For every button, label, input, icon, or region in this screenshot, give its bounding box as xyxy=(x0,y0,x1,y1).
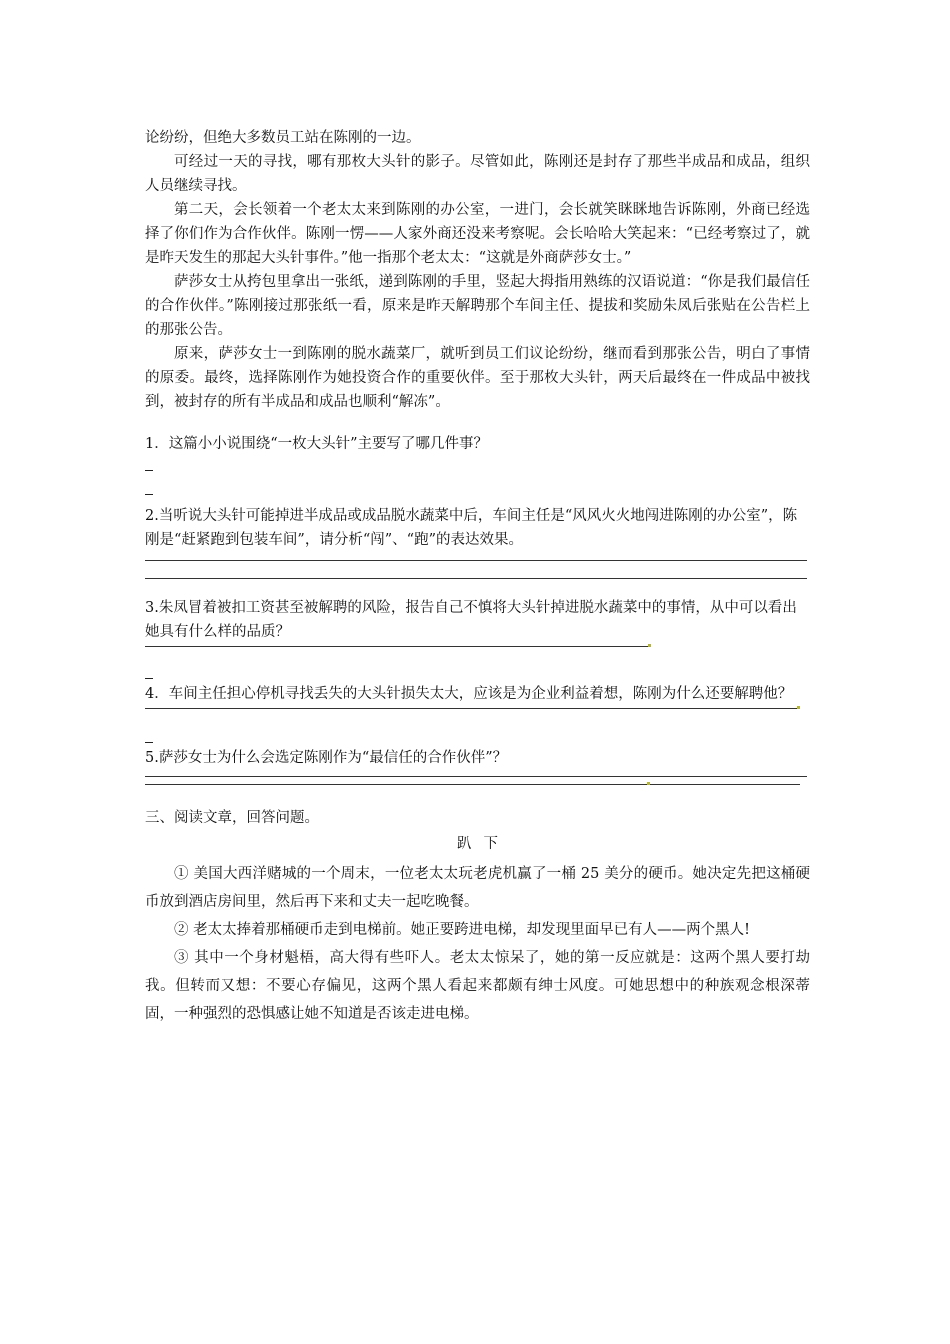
question-5: 5.萨莎女士为什么会选定陈刚作为“最信任的合作伙伴”？ xyxy=(145,750,508,766)
question-4: 4．车间主任担心停机寻找丢失的大头针损失太大，应该是为企业利益着想，陈刚为什么还要解聘他？ xyxy=(145,686,793,702)
story-paragraph-4: 萨莎女士从挎包里拿出一张纸，递到陈刚的手里，竖起大拇指用熟练的汉语说道：“你是我们最信任的合作伙伴。”陈刚接过那张纸一看，原来是昨天解聘那个车间主任、提拔和奖励朱凤后张贴在公告栏上的那张公告。 xyxy=(145,274,810,338)
answer-line-5[interactable] xyxy=(145,770,810,794)
article-paragraph-3: ③ 其中一个身材魁梧，高大得有些吓人。老太太惊呆了，她的第一反应就是：这两个黑人要打劫我。但转而又想：不要心存偏见，这两个黑人看起来都颇有绅士风度。可她思想中的种族观念根深蒂固，一种强烈的恐惧感让她不知道是否该走进电梯。 xyxy=(145,950,810,1022)
mark-dot xyxy=(648,644,651,647)
mark-dot xyxy=(797,706,800,709)
mark-dot xyxy=(647,782,650,785)
answer-rule xyxy=(145,560,807,561)
answer-blank-4[interactable] xyxy=(145,724,810,746)
question-3: 3.朱凤冒着被扣工资甚至被解聘的风险，报告自己不慎将大头针掉进脱水蔬菜中的事情，从中可以看出她具有什么样的品质？ xyxy=(145,600,797,640)
story-paragraph-5: 原来，萨莎女士一到陈刚的脱水蔬菜厂，就听到员工们议论纷纷，继而看到那张公告，明白了事情的原委。最终，选择陈刚作为她投资合作的重要伙伴。至于那枚大头针，两天后最终在一件成品中被找到，被封存的所有半成品和成品也顺利“解冻”。 xyxy=(145,346,810,410)
blank-dash xyxy=(145,742,153,743)
spacer xyxy=(145,414,810,432)
answer-rule xyxy=(145,646,648,647)
answer-line-4[interactable] xyxy=(145,706,810,724)
answer-rule xyxy=(145,578,807,579)
article-paragraph-1: ① 美国大西洋赌城的一个周末，一位老太太玩老虎机赢了一桶 25 美分的硬币。她决定先把这桶硬币放到酒店房间里，然后再下来和丈夫一起吃晚餐。 xyxy=(145,866,810,910)
article-paragraph-2: ② 老太太捧着那桶硬币走到电梯前。她正要跨进电梯，却发现里面早已有人——两个黑人! xyxy=(174,922,750,938)
answer-blank-3[interactable] xyxy=(145,662,810,682)
answer-rule xyxy=(145,708,798,709)
story-paragraph-1: 论纷纷，但绝大多数员工站在陈刚的一边。 xyxy=(145,130,421,146)
section-heading: 三、阅读文章，回答问题。 xyxy=(145,810,319,826)
blank-dash xyxy=(145,678,153,679)
answer-line-3[interactable] xyxy=(145,644,810,662)
answer-blank-1a[interactable] xyxy=(145,456,810,480)
story-paragraph-2: 可经过一天的寻找，哪有那枚大头针的影子。尽管如此，陈刚还是封存了那些半成品和成品，组织人员继续寻找。 xyxy=(145,154,810,194)
spacer xyxy=(145,794,810,806)
story-paragraph-3: 第二天，会长领着一个老太太来到陈刚的办公室，一进门，会长就笑眯眯地告诉陈刚，外商已经选择了你们作为合作伙伴。陈刚一愣——人家外商还没来考察呢。会长哈哈大笑起来：“已经考察过了，就是昨天发生的那起大头针事件。”他一指那个老太太：“这就是外商萨莎女士。” xyxy=(145,202,810,266)
answer-blank-1b[interactable] xyxy=(145,480,810,504)
blank-dash xyxy=(145,494,153,495)
question-2: 2.当听说大头针可能掉进半成品或成品脱水蔬菜中后，车间主任是“风风火火地闯进陈刚的办公室”，陈刚是“赶紧跑到包装车间”，请分析“闯”、“跑”的表达效果。 xyxy=(145,508,798,548)
question-1: 1．这篇小小说围绕“一枚大头针”主要写了哪几件事？ xyxy=(145,436,489,452)
blank-dash xyxy=(145,470,153,471)
document-page xyxy=(145,126,810,1028)
answer-rule xyxy=(145,776,807,777)
answer-line-2b[interactable] xyxy=(145,570,810,588)
article-title: 趴下 xyxy=(457,836,510,852)
answer-line-2a[interactable] xyxy=(145,552,810,570)
answer-rule xyxy=(145,784,800,785)
